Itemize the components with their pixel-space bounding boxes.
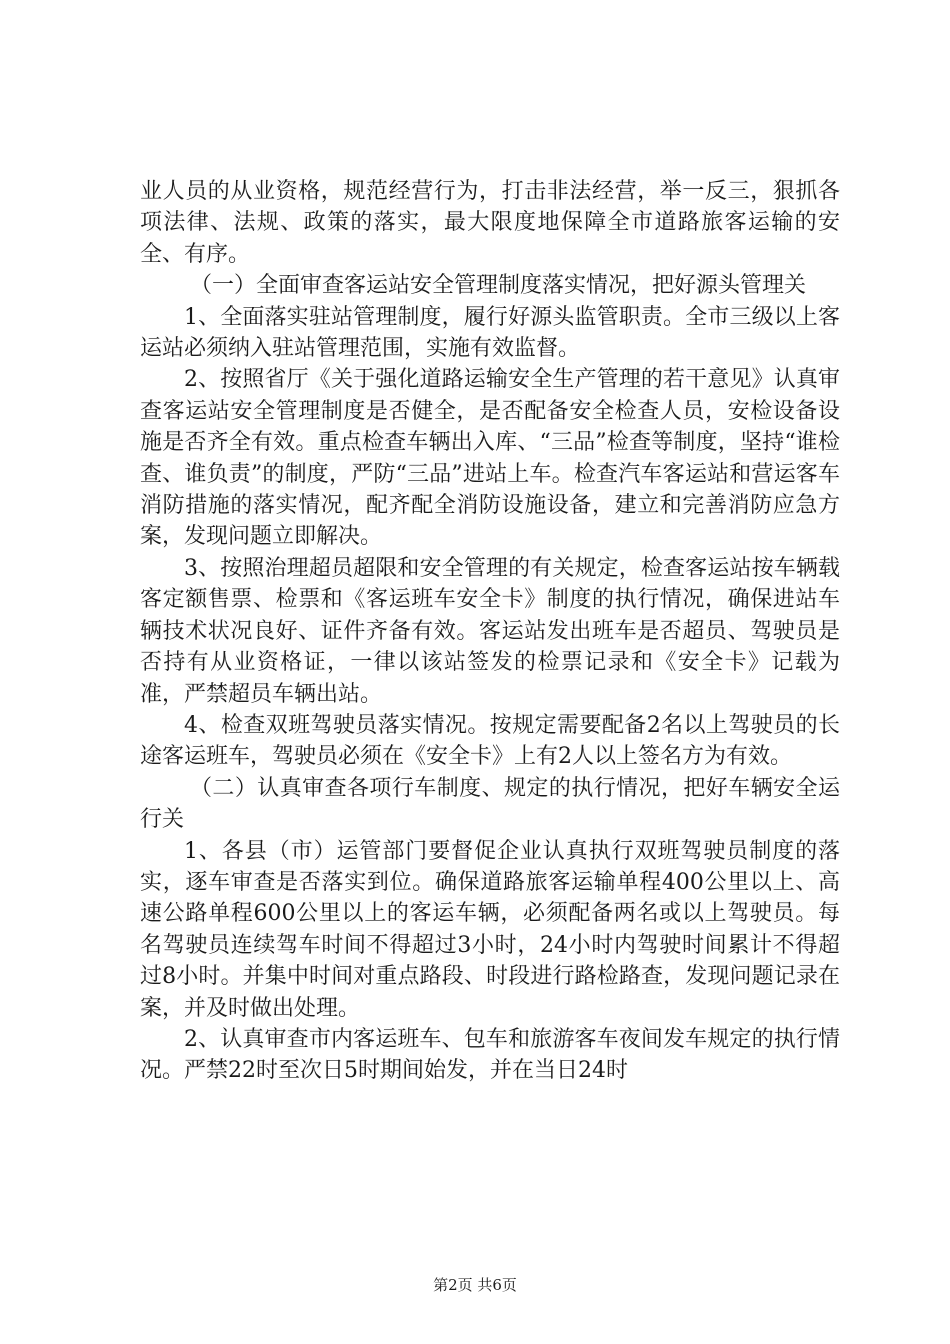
- paragraph-item-1: 1、全面落实驻站管理制度，履行好源头监管职责。全市三级以上客运站必须纳入驻站管理范围，实施有效监督。: [140, 304, 840, 362]
- paragraph-item-3: 3、按照治理超员超限和安全管理的有关规定，检查客运站按车辆载客定额售票、检票和《客运班车安全卡》制度的执行情况，确保进站车辆技术状况良好、证件齐备有效。客运站发出班车是否超员、驾驶员是否持有从业资格证，一律以该站签发的检票记录和《安全卡》记载为准，严禁超员车辆出站。: [140, 555, 840, 707]
- paragraph-item-6: 2、认真审查市内客运班车、包车和旅游客车夜间发车规定的执行情况。严禁22时至次日5时期间始发，并在当日24时: [140, 1026, 840, 1084]
- paragraph-continuation: 业人员的从业资格，规范经营行为，打击非法经营，举一反三，狠抓各项法律、法规、政策的落实，最大限度地保障全市道路旅客运输的安全、有序。: [140, 179, 840, 267]
- document-body: [140, 176, 840, 1087]
- page-number-footer: 第2页 共6页: [433, 1276, 517, 1294]
- paragraph-item-2: 2、按照省厅《关于强化道路运输安全生产管理的若干意见》认真审查客运站安全管理制度是否健全，是否配备安全检查人员，安检设备设施是否齐全有效。重点检查车辆出入库、“三品”检查等制度，坚持“谁检查、谁负责”的制度，严防“三品”进站上车。检查汽车客运站和营运客车消防措施的落实情况，配齐配全消防设施设备，建立和完善消防应急方案，发现问题立即解决。: [140, 367, 840, 550]
- section-heading-1: （一）全面审查客运站安全管理制度落实情况，把好源头管理关: [190, 273, 807, 299]
- paragraph-item-4: 4、检查双班驾驶员落实情况。按规定需要配备2名以上驾驶员的长途客运班车，驾驶员必须在《安全卡》上有2人以上签名方为有效。: [140, 712, 840, 770]
- paragraph-item-5: 1、各县（市）运管部门要督促企业认真执行双班驾驶员制度的落实，逐车审查是否落实到位。确保道路旅客运输单程400公里以上、高速公路单程600公里以上的客运车辆，必须配备两名或以上驾驶员。每名驾驶员连续驾车时间不得超过3小时，24小时内驾驶时间累计不得超过8小时。并集中时间对重点路段、时段进行路检路查，发现问题记录在案，并及时做出处理。: [140, 838, 840, 1021]
- section-heading-2: （二）认真审查各项行车制度、规定的执行情况，把好车辆安全运行关: [140, 775, 840, 833]
